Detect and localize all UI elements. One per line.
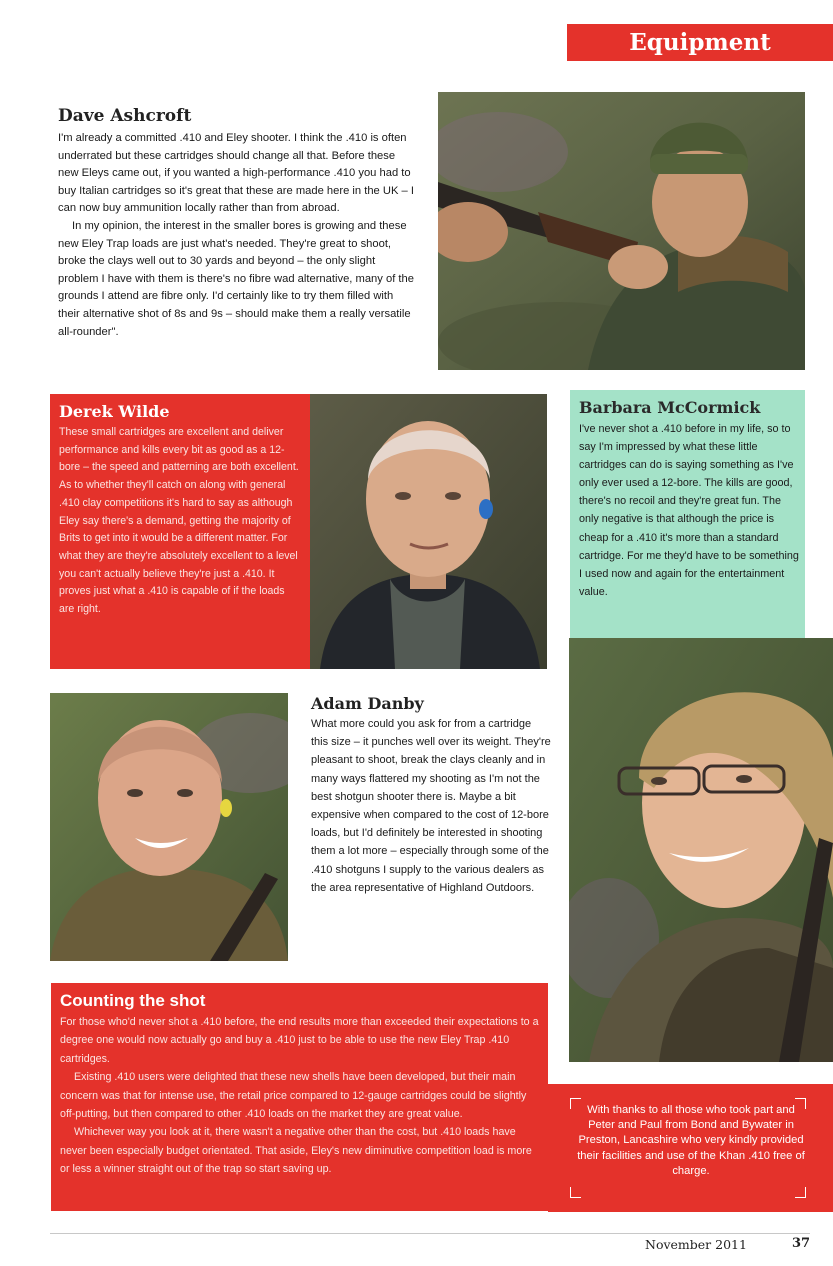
issue-date: November 2011 — [645, 1237, 747, 1252]
testimonial-text: What more could you ask for from a cartridge this size – it punches well over its weight. They're pleasant to shoot, break the clays cleanly and in many ways flattered my shooting as I'm not the best shotgun shooter there is. Maybe a bit expensive when compared to the cost of 12-bore loads, but I'd definitely be interested in shooting them a lot more – especially through some of the .410 shotguns I supply to the various dealers as the area representative of Highland Outdoors. — [311, 718, 551, 894]
sidebar-title: Counting the shot — [60, 991, 206, 1010]
sidebar-paragraph: Existing .410 users were delighted that these new shells have been developed, but their main concern was that for intense use, the retail price compared to 12-gauge cartridges could be slightly off-putting, but then compared to other .410 loads on the market they are great value. — [60, 1071, 527, 1121]
testimonial-text: These small cartridges are excellent and deliver performance and kills every bit as good as a 12-bore – the speed and patterning are both excellent. As to whether they'll catch on along with general .410 clay competitions it's hard to say as although Eley say there's a demand, getting the majority of Brits to get into it would be a different matter. For what they are they're absolutely excellent to a level you can't actually believe they're just a .410. It proves just what a .410 is capable of if the loads are right. — [59, 426, 299, 616]
testimonial-name: Derek Wilde — [59, 402, 170, 421]
testimonial-name: Adam Danby — [311, 694, 424, 713]
testimonial-derek-wilde — [50, 394, 310, 669]
section-label: Equipment — [629, 29, 771, 56]
testimonial-name: Barbara McCormick — [579, 398, 761, 417]
section-header — [567, 24, 833, 61]
sidebar-paragraph: For those who'd never shot a .410 before, the end results more than exceeded their expectations to a degree one would now actually go and buy a .410 just to be able to use the new Eley Trap .410 cartridges. — [60, 1016, 539, 1065]
page-number: 37 — [792, 1236, 811, 1251]
dave-ashcroft-photo — [438, 92, 805, 370]
derek-wilde-photo — [310, 394, 547, 669]
sidebar-paragraph: Whichever way you look at it, there wasn't a negative other than the cost, but .410 loads have never been especially budget orientated. That aside, Eley's new diminutive competition load is more or less a winner straight out of the trap so start saving up. — [60, 1126, 532, 1176]
testimonial-adam-danby — [311, 694, 551, 897]
testimonial-barbara-mccormick — [570, 390, 805, 638]
sidebar-counting-the-shot — [51, 983, 548, 1211]
testimonial-text: I've never shot a .410 before in my life, so to say I'm impressed by what these little cartridges can do is saying something as I've only ever used a 12-bore. The kills are good, there's no recoil and they're great fun. The only negative is that although the price is cheap for a .410 it's more than a standard cartridge. For me they'd have to be something I used now and again for the entertainment value. — [579, 423, 799, 598]
testimonial-dave-ashcroft — [58, 106, 416, 341]
footer-divider — [50, 1233, 810, 1234]
acknowledgement-text: With thanks to all those who took part and Peter and Paul from Bond and Bywater in Preston, Lancashire who very kindly provided their facilities and use of the Khan .410 free of charge. — [577, 1104, 805, 1177]
testimonial-paragraph: I'm already a committed .410 and Eley shooter. I think the .410 is often underrated but these cartridges should change all that. Before these new Eleys came out, if you wanted a high-performance .410 you had to buy Italian cartridges so it's great that these are made here in the UK – I can now buy ammunition locally rather than from abroad. — [58, 132, 414, 215]
testimonial-paragraph: In my opinion, the interest in the smaller bores is growing and these new Eley Trap loads are just what's needed. They're great to shoot, broke the clays well out to 30 yards and beyond – the only slight problem I have with them is there's no fibre wad alternative, many of the grounds I attend are fibre only. I'd certainly like to try them filled with their alternative shot of 8s and 9s – should make them a really versatile all-rounder". — [58, 219, 414, 338]
adam-danby-photo — [50, 693, 288, 961]
barbara-mccormick-photo — [569, 638, 833, 1062]
testimonial-name: Dave Ashcroft — [58, 106, 192, 126]
